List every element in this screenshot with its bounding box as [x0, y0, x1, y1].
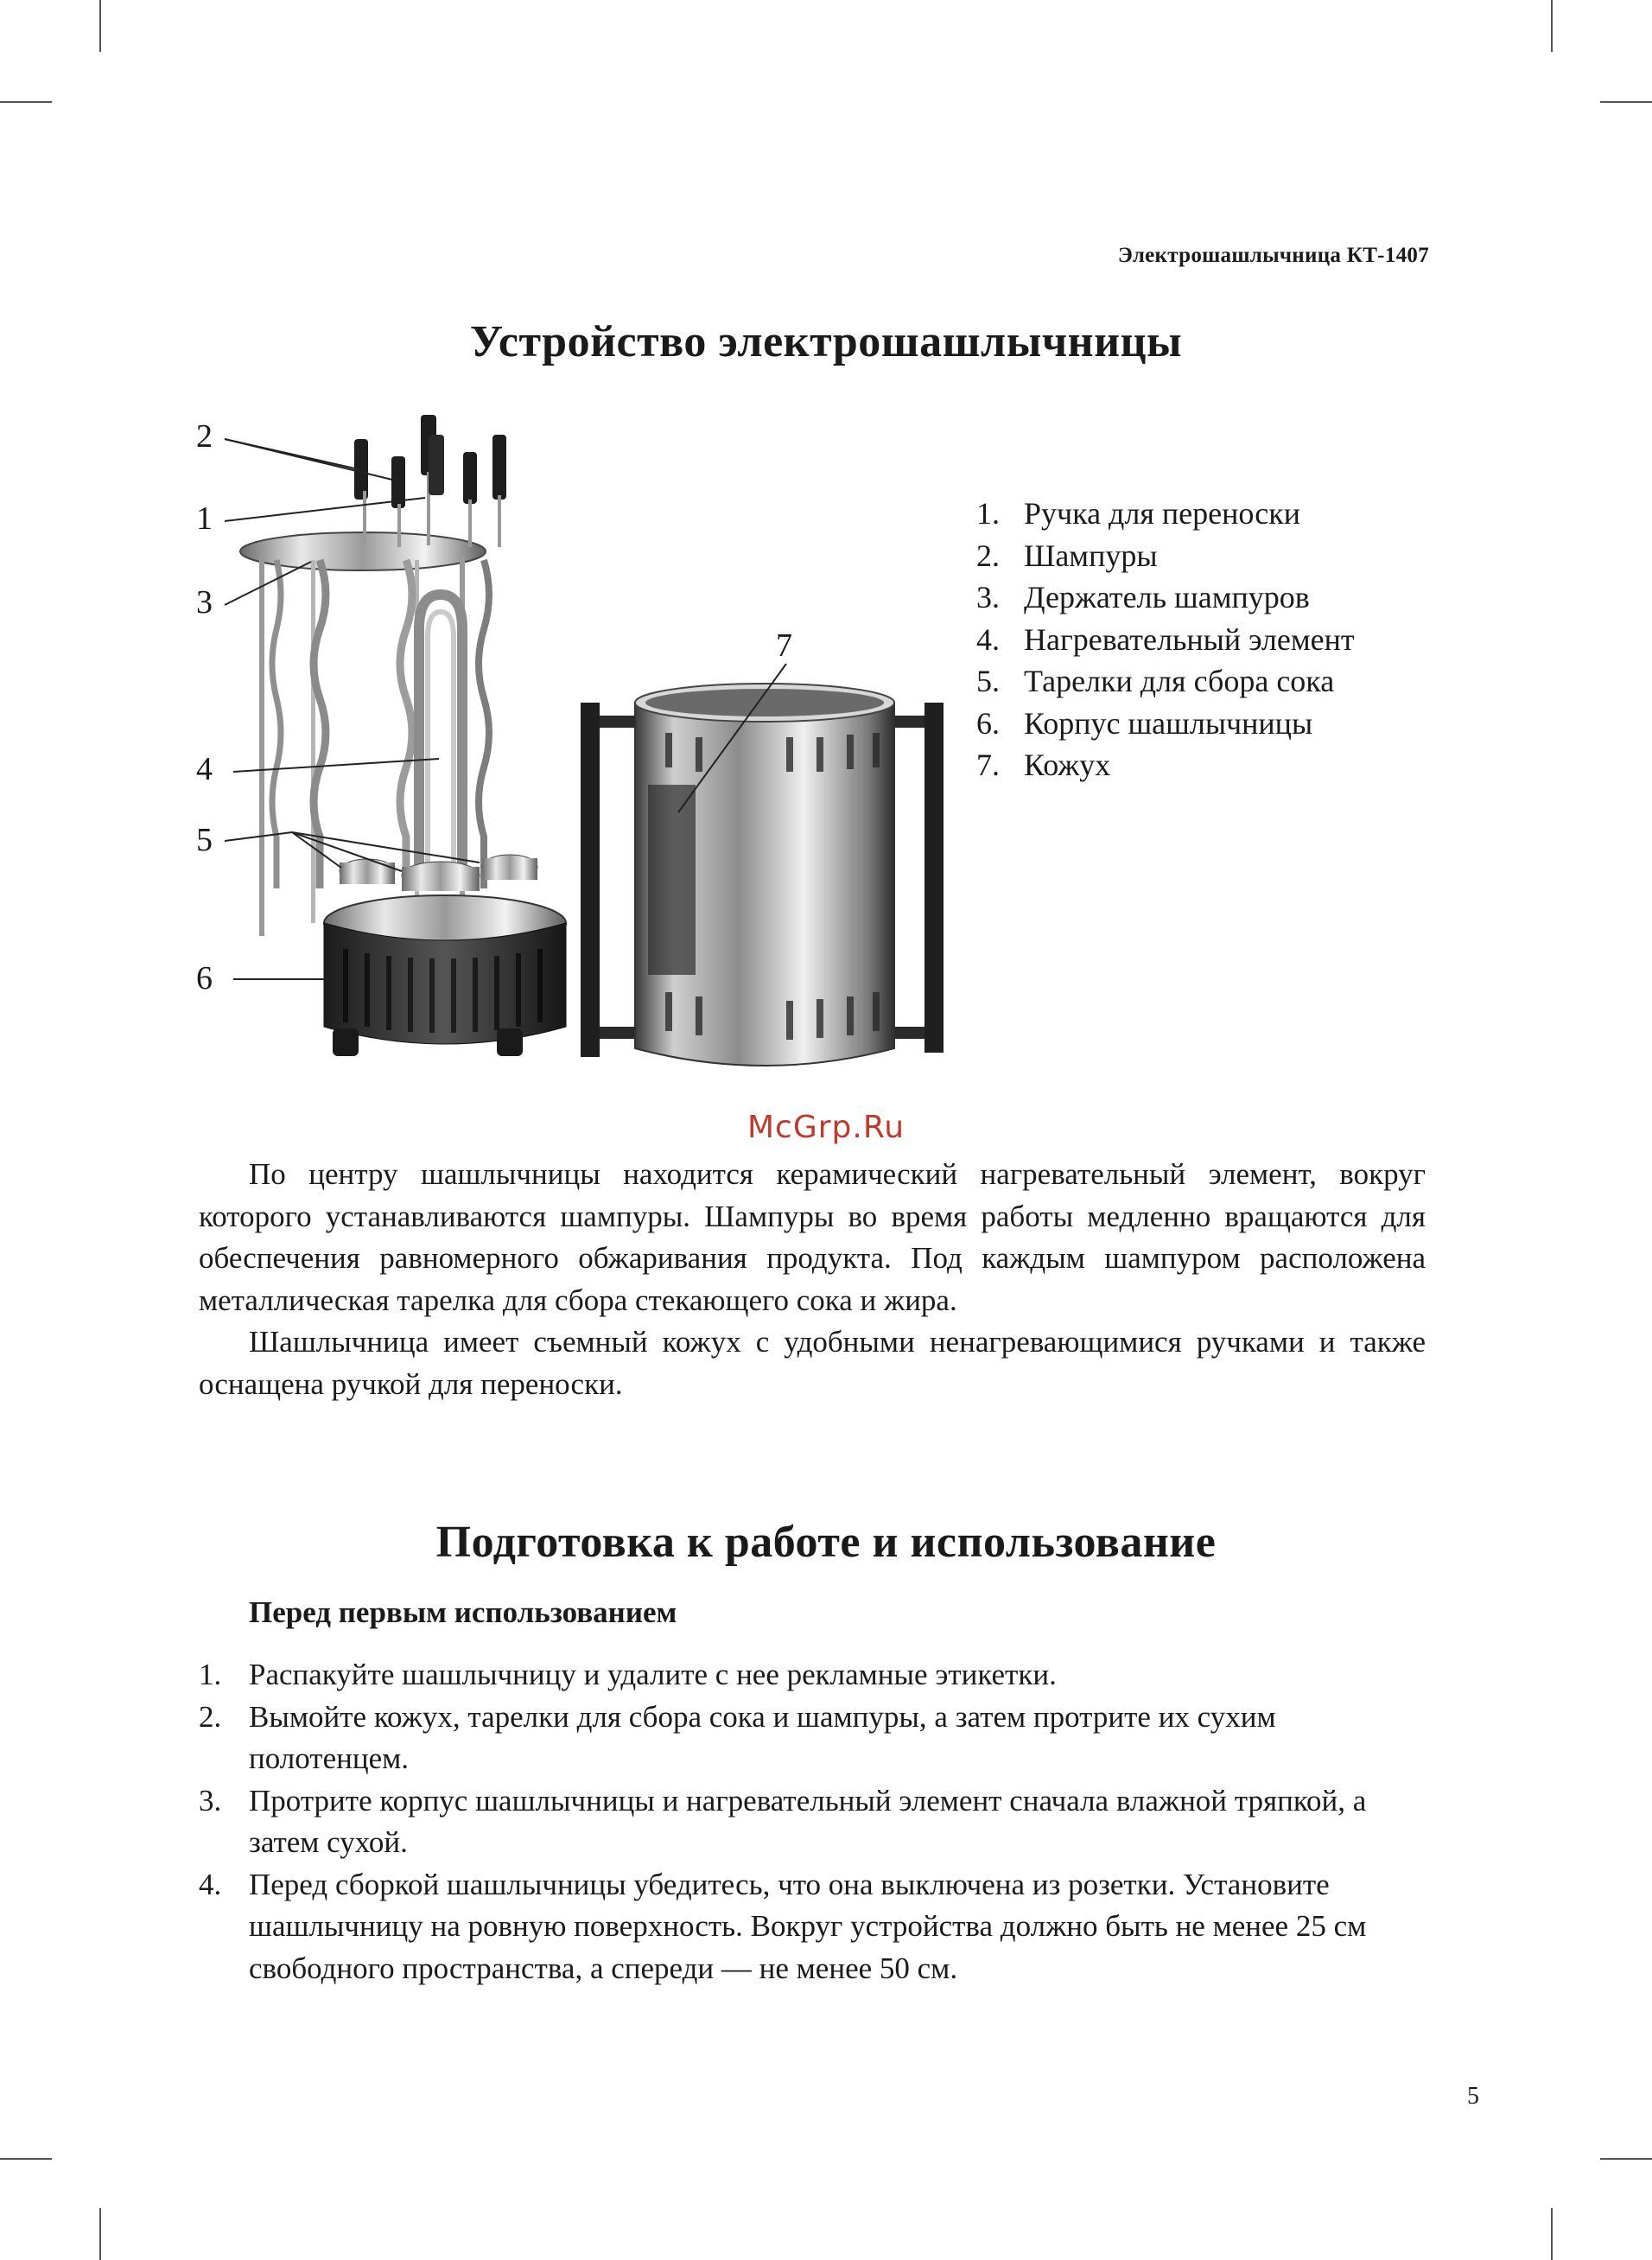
callout-1: 1 [196, 500, 213, 537]
parts-legend [976, 493, 1355, 786]
product-figure [181, 404, 959, 1096]
list-item: 3. Протрите корпус шашлычницы и нагревательный элемент сначала влажной тряпкой, а затем сухой. [199, 1783, 1367, 1859]
crop-mark [99, 2208, 101, 2260]
callout-3: 3 [196, 584, 213, 621]
cover-illustration [581, 684, 944, 1066]
legend-item: 6. Корпус шашлычницы [976, 705, 1313, 741]
callout-4: 4 [196, 751, 213, 787]
grill-unit [240, 415, 566, 1056]
legend-item: 2. Шампуры [976, 538, 1158, 573]
description-text [199, 1154, 1426, 1405]
watermark: McGrp.Ru [747, 1110, 905, 1145]
legend-item: 3. Держатель шампуров [976, 580, 1310, 614]
legend-item: 5. Тарелки для сбора сока [976, 664, 1335, 698]
callout-5: 5 [196, 822, 213, 858]
list-item: 1. Распакуйте шашлычницу и удалите с нее рекламные этикетки. [199, 1658, 1057, 1691]
legend-item: 1. Ручка для переноски [976, 496, 1301, 531]
crop-mark [0, 101, 52, 103]
crop-mark [1600, 2158, 1652, 2160]
page-number: 5 [1467, 2083, 1479, 2110]
subsection-title: Перед первым использованием [249, 1595, 677, 1629]
crop-mark [1551, 2208, 1553, 2260]
running-header: Электрошашлычница КТ-1407 [1117, 244, 1429, 267]
legend-item: 7. Кожух [976, 748, 1111, 782]
list-item: 4. Перед сборкой шашлычницы убедитесь, что она выключена из розетки. Установите шашлычницу на ровную поверхность. Вокруг устройства должно быть не менее 25 см свободного пространства, а спереди — не менее 50 см. [199, 1867, 1367, 1985]
legend-item: 4. Нагревательный элемент [976, 621, 1355, 657]
callout-2: 2 [196, 418, 213, 455]
section-title-usage: Подготовка к работе и использование [435, 1518, 1217, 1567]
section-title-device: Устройство электрошашлычницы [469, 317, 1183, 366]
crop-mark [1600, 101, 1652, 103]
paragraph: Шашлычница имеет съемный кожух с удобными ненагревающимися ручками и также оснащена ручкой для переноски. [199, 1325, 1426, 1401]
list-item: 2. Вымойте кожух, тарелки для сбора сока и шампуры, а затем протрите их сухим полотенцем. [199, 1699, 1276, 1775]
crop-mark [99, 0, 101, 52]
paragraph: По центру шашлычницы находится керамический нагревательный элемент, вокруг которого устанавливаются шампуры. Шампуры во время работы медленно вращаются для обеспечения равномерного обжаривания продукта. Под каждым шампуром расположена металлическая тарелка для сбора стекающего сока и жира. [199, 1157, 1426, 1317]
crop-mark [0, 2158, 52, 2160]
steps-list [199, 1654, 1434, 1989]
callout-6: 6 [196, 960, 213, 996]
product-illustration [181, 404, 959, 1096]
crop-mark [1551, 0, 1553, 52]
callout-7: 7 [776, 627, 792, 664]
